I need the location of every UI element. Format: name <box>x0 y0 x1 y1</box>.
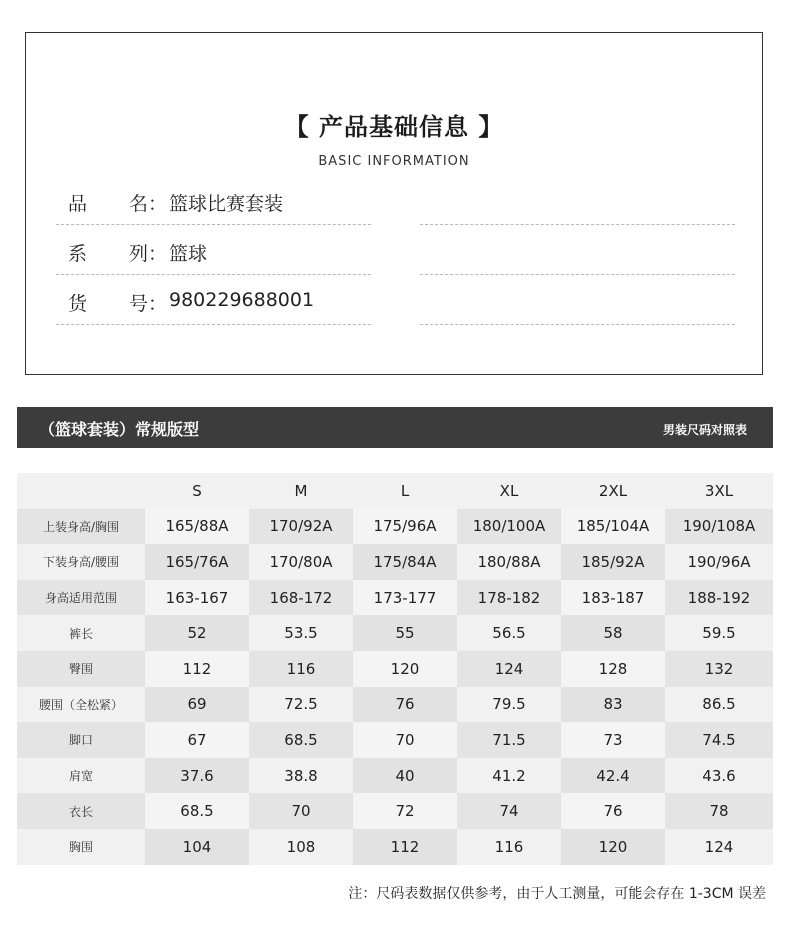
row-label-cell: 腰围（全松紧） <box>17 687 145 723</box>
size-header-cell: M <box>249 473 353 509</box>
size-chart-header <box>17 407 773 448</box>
row-label-cell: 衣长 <box>17 793 145 829</box>
table-cell: 124 <box>665 829 773 865</box>
table-row <box>17 722 773 758</box>
table-row <box>17 829 773 865</box>
table-cell: 120 <box>561 829 665 865</box>
divider <box>56 324 371 325</box>
table-cell: 190/96A <box>665 544 773 580</box>
table-cell: 43.6 <box>665 758 773 794</box>
divider <box>420 274 735 275</box>
divider <box>420 324 735 325</box>
row-label-cell: 臀围 <box>17 651 145 687</box>
table-cell: 72.5 <box>249 687 353 723</box>
table-cell: 79.5 <box>457 687 561 723</box>
divider <box>56 224 371 225</box>
table-cell: 178-182 <box>457 580 561 616</box>
table-cell: 56.5 <box>457 615 561 651</box>
table-cell: 68.5 <box>249 722 353 758</box>
table-cell: 71.5 <box>457 722 561 758</box>
table-cell: 73 <box>561 722 665 758</box>
row-label-cell: 脚口 <box>17 722 145 758</box>
table-corner-cell <box>17 473 145 509</box>
row-label-cell: 上装身高/胸围 <box>17 509 145 545</box>
table-cell: 40 <box>353 758 457 794</box>
info-row-sku: 货 号 ： 980229688001 <box>68 289 315 315</box>
table-cell: 185/92A <box>561 544 665 580</box>
table-cell: 68.5 <box>145 793 249 829</box>
info-label: 系 列 <box>68 243 148 265</box>
table-cell: 132 <box>665 651 773 687</box>
table-cell: 76 <box>561 793 665 829</box>
size-header-cell: 2XL <box>561 473 665 509</box>
table-row <box>17 615 773 651</box>
table-cell: 183-187 <box>561 580 665 616</box>
table-row <box>17 651 773 687</box>
table-row <box>17 509 773 545</box>
table-cell: 165/76A <box>145 544 249 580</box>
divider <box>420 224 735 225</box>
info-title: 【 产品基础信息 】 <box>284 113 504 141</box>
row-label-cell: 裤长 <box>17 615 145 651</box>
table-cell: 173-177 <box>353 580 457 616</box>
info-row-series: 系 列 ： 篮球 <box>56 239 371 269</box>
table-cell: 124 <box>457 651 561 687</box>
table-cell: 180/100A <box>457 509 561 545</box>
table-cell: 74 <box>457 793 561 829</box>
table-cell: 83 <box>561 687 665 723</box>
table-cell: 180/88A <box>457 544 561 580</box>
row-label-cell: 下装身高/腰围 <box>17 544 145 580</box>
table-cell: 120 <box>353 651 457 687</box>
table-cell: 175/96A <box>353 509 457 545</box>
size-header-cell: L <box>353 473 457 509</box>
table-cell: 70 <box>353 722 457 758</box>
info-subtitle: BASIC INFORMATION <box>318 154 470 169</box>
table-cell: 67 <box>145 722 249 758</box>
table-cell: 55 <box>353 615 457 651</box>
table-row <box>17 758 773 794</box>
table-cell: 190/108A <box>665 509 773 545</box>
table-header-row <box>17 473 773 509</box>
table-cell: 78 <box>665 793 773 829</box>
table-cell: 185/104A <box>561 509 665 545</box>
table-cell: 58 <box>561 615 665 651</box>
table-cell: 52 <box>145 615 249 651</box>
table-row <box>17 580 773 616</box>
table-cell: 104 <box>145 829 249 865</box>
table-cell: 168-172 <box>249 580 353 616</box>
table-cell: 76 <box>353 687 457 723</box>
sku-value: 980229688001 <box>169 289 315 311</box>
row-label-cell: 身高适用范围 <box>17 580 145 616</box>
table-cell: 128 <box>561 651 665 687</box>
table-cell: 38.8 <box>249 758 353 794</box>
table-row <box>17 544 773 580</box>
table-cell: 53.5 <box>249 615 353 651</box>
size-header-cell: S <box>145 473 249 509</box>
table-cell: 42.4 <box>561 758 665 794</box>
table-cell: 112 <box>145 651 249 687</box>
info-label: 货 号 <box>68 293 148 315</box>
table-cell: 108 <box>249 829 353 865</box>
table-cell: 163-167 <box>145 580 249 616</box>
disclaimer-note: 注：尺码表数据仅供参考，由于人工测量，可能会存在 1-3CM 误差 <box>348 886 766 902</box>
table-cell: 116 <box>249 651 353 687</box>
product-name-value: 篮球比赛套装 <box>169 193 284 215</box>
table-cell: 37.6 <box>145 758 249 794</box>
table-cell: 188-192 <box>665 580 773 616</box>
table-cell: 112 <box>353 829 457 865</box>
row-label-cell: 胸围 <box>17 829 145 865</box>
table-cell: 69 <box>145 687 249 723</box>
table-cell: 72 <box>353 793 457 829</box>
divider <box>56 274 371 275</box>
table-cell: 59.5 <box>665 615 773 651</box>
table-cell: 170/80A <box>249 544 353 580</box>
row-label-cell: 肩宽 <box>17 758 145 794</box>
table-row <box>17 687 773 723</box>
size-header-cell: 3XL <box>665 473 773 509</box>
size-header-cell: XL <box>457 473 561 509</box>
product-info-panel <box>25 32 763 375</box>
table-row <box>17 793 773 829</box>
table-cell: 70 <box>249 793 353 829</box>
size-chart-title: （篮球套装）常规版型 <box>39 420 200 439</box>
table-cell: 86.5 <box>665 687 773 723</box>
size-chart-subtitle: 男装尺码对照表 <box>662 423 747 437</box>
info-row-name: 品 名 ： 篮球比赛套装 <box>56 189 371 219</box>
table-cell: 74.5 <box>665 722 773 758</box>
size-table <box>17 473 773 865</box>
series-value: 篮球 <box>169 243 208 265</box>
table-cell: 175/84A <box>353 544 457 580</box>
table-cell: 41.2 <box>457 758 561 794</box>
table-cell: 170/92A <box>249 509 353 545</box>
info-label: 品 名 <box>68 193 148 215</box>
table-cell: 165/88A <box>145 509 249 545</box>
table-cell: 116 <box>457 829 561 865</box>
